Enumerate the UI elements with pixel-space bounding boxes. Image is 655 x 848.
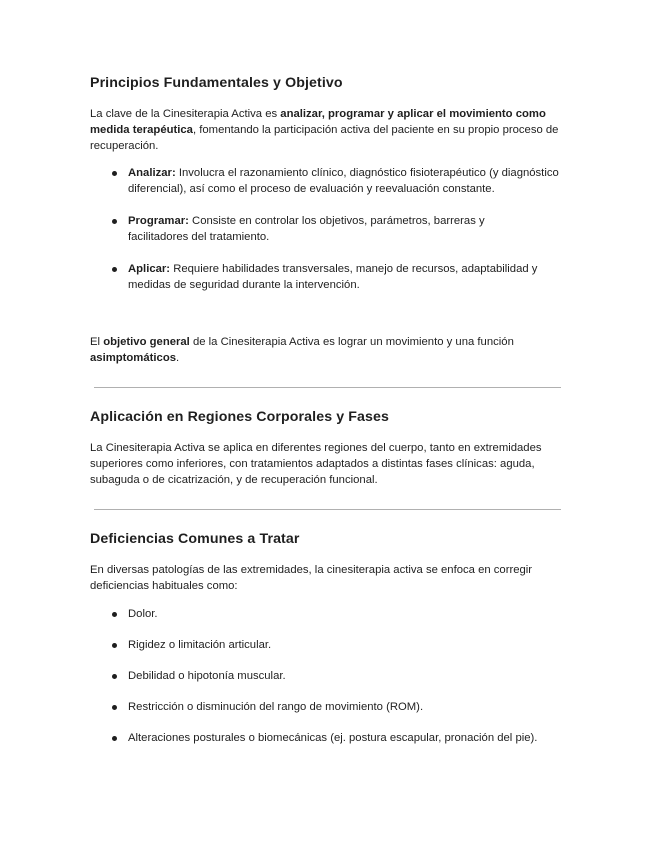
list-item-term: Analizar: bbox=[128, 167, 176, 179]
regions-paragraph: La Cinesiterapia Activa se aplica en diferentes regiones del cuerpo, tanto en extremidades superiores como inferiores, con tratamientos adaptados a distintas fases clínicas: aguda, subaguda o de cicatrización, y de recuperación funcional. bbox=[90, 442, 542, 486]
section-title-principles: Principios Fundamentales y Objetivo bbox=[90, 75, 343, 91]
principles-intro bbox=[90, 106, 560, 154]
objective-paragraph bbox=[90, 334, 550, 366]
list-item: Restricción o disminución del rango de movimiento (ROM). bbox=[90, 699, 580, 715]
list-item: Alteraciones posturales o biomecánicas (ej. postura escapular, pronación del pie). bbox=[90, 730, 580, 746]
objective-text-mid: de la Cinesiterapia Activa es lograr un movimiento y una función bbox=[189, 336, 514, 348]
objective-text-bold-2: asimptomáticos bbox=[90, 352, 177, 364]
list-item-aplicar bbox=[90, 261, 570, 293]
list-item-analizar bbox=[90, 165, 570, 197]
section-title-regions: Aplicación en Regiones Corporales y Fases bbox=[90, 409, 389, 425]
objective-text-pre: El bbox=[90, 336, 104, 348]
principles-list bbox=[90, 165, 570, 293]
list-item-text: Involucra el razonamiento clínico, diagnóstico fisioterapéutico (y diagnóstico diferencial), así como el proceso de evaluación y reevaluación constante. bbox=[128, 167, 559, 195]
list-item: Debilidad o hipotonía muscular. bbox=[90, 668, 580, 684]
deficiencies-intro: En diversas patologías de las extremidades, la cinesiterapia activa se enfoca en corregir deficiencias habituales como: bbox=[90, 564, 533, 592]
objective-text-post: . bbox=[176, 352, 180, 364]
list-item: Dolor. bbox=[90, 606, 580, 622]
section-divider bbox=[94, 387, 561, 388]
deficiencies-list bbox=[90, 606, 580, 746]
objective-text-bold: objetivo general bbox=[103, 336, 190, 348]
list-item-term: Programar: bbox=[128, 215, 189, 227]
intro-text-bold: analizar, programar y aplicar el movimiento como medida terapéutica bbox=[90, 108, 546, 136]
list-item-programar bbox=[90, 213, 530, 245]
list-item-term: Aplicar: bbox=[128, 263, 171, 275]
intro-text-post: , fomentando la participación activa del paciente en su propio proceso de recuperación. bbox=[90, 124, 559, 152]
section-divider bbox=[94, 509, 561, 510]
list-item-text: Requiere habilidades transversales, manejo de recursos, adaptabilidad y medidas de seguridad durante la intervención. bbox=[128, 263, 538, 291]
section-title-deficiencies: Deficiencias Comunes a Tratar bbox=[90, 531, 300, 547]
list-item: Rigidez o limitación articular. bbox=[90, 637, 580, 653]
list-item-text: Consiste en controlar los objetivos, parámetros, barreras y facilitadores del tratamiento. bbox=[128, 215, 485, 243]
intro-text-pre: La clave de la Cinesiterapia Activa es bbox=[90, 108, 281, 120]
